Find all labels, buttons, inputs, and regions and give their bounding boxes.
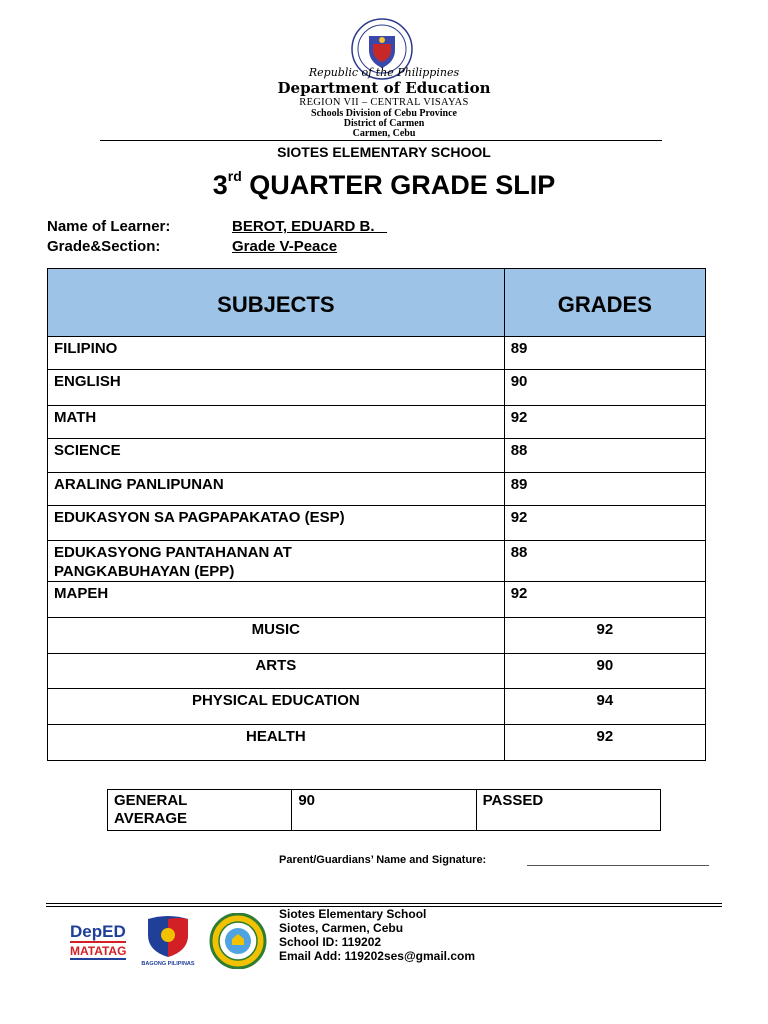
bagong-pilipinas-logo-icon — [138, 911, 198, 967]
table-row — [48, 439, 706, 473]
subject-cell: SCIENCE — [48, 439, 505, 473]
school-seal-icon — [208, 913, 268, 969]
remarks-value: PASSED — [476, 790, 660, 831]
table-row — [48, 473, 706, 506]
grade-cell: 88 — [504, 439, 705, 473]
school-name: SIOTES ELEMENTARY SCHOOL — [277, 144, 491, 160]
district-text: District of Carmen — [343, 118, 425, 129]
region-text: REGION VII – CENTRAL VISAYAS — [299, 97, 469, 108]
deped-matatag-logo-icon — [68, 913, 128, 965]
header-divider — [100, 140, 662, 141]
grades-table — [47, 268, 706, 761]
page-title — [0, 170, 768, 201]
grade-cell: 94 — [504, 689, 705, 725]
subjects-header: SUBJECTS — [48, 269, 505, 337]
grade-cell: 92 — [504, 582, 705, 618]
signature-label: Parent/Guardians’ Name and Signature: — [279, 854, 487, 866]
table-header-row — [48, 269, 706, 337]
table-row — [48, 689, 706, 725]
title-text: QUARTER GRADE SLIP — [241, 170, 556, 200]
subject-cell: ARALING PANLIPUNAN — [48, 473, 505, 506]
grade-cell: 92 — [504, 506, 705, 541]
table-row — [108, 790, 661, 831]
matatag-logo-text: MATATAG — [70, 944, 127, 958]
footer-divider — [46, 903, 722, 904]
title-number: 3 — [212, 170, 228, 200]
republic-text: Republic of the Philippines — [308, 66, 460, 79]
bagong-pilipinas-text: BAGONG PILIPINAS — [141, 961, 195, 967]
table-row — [48, 506, 706, 541]
footer-school-name: Siotes Elementary School — [279, 907, 427, 921]
subject-cell: FILIPINO — [48, 337, 505, 370]
table-row — [48, 337, 706, 370]
subject-cell: EDUKASYONG PANTAHANAN AT PANGKABUHAYAN (EPP) — [48, 541, 505, 582]
learner-name-label: Name of Learner: — [47, 218, 171, 235]
signature-line — [527, 865, 709, 866]
footer-email: Email Add: 119202ses@gmail.com — [279, 949, 476, 963]
grade-cell: 89 — [504, 337, 705, 370]
general-average-value: 90 — [292, 790, 476, 831]
grade-cell: 92 — [504, 406, 705, 439]
grade-cell: 89 — [504, 473, 705, 506]
division-text: Schools Division of Cebu Province — [311, 108, 457, 119]
grade-cell: 90 — [504, 370, 705, 406]
table-row — [48, 618, 706, 654]
table-row — [48, 370, 706, 406]
table-row — [48, 725, 706, 761]
subject-cell: ENGLISH — [48, 370, 505, 406]
mapeh-component-cell: MUSIC — [48, 618, 505, 654]
general-average-label: GENERAL AVERAGE — [108, 790, 292, 831]
table-row — [48, 582, 706, 618]
footer-school-id: School ID: 119202 — [279, 935, 382, 949]
table-row — [48, 541, 706, 582]
grade-cell: 92 — [504, 618, 705, 654]
grade-section-value: Grade V-Peace — [232, 238, 338, 255]
town-text: Carmen, Cebu — [352, 128, 416, 139]
grades-header: GRADES — [504, 269, 705, 337]
grade-cell: 88 — [504, 541, 705, 582]
grade-section-label: Grade&Section: — [47, 238, 161, 255]
deped-logo-text: DepED — [70, 922, 126, 941]
department-text: Department of Education — [277, 79, 491, 97]
footer-address: Siotes, Carmen, Cebu — [279, 921, 404, 935]
table-row — [48, 406, 706, 439]
subject-cell: EDUKASYON SA PAGPAPAKATAO (ESP) — [48, 506, 505, 541]
grade-cell: 92 — [504, 725, 705, 761]
mapeh-component-cell: PHYSICAL EDUCATION — [48, 689, 505, 725]
grade-cell: 90 — [504, 654, 705, 689]
general-average-table — [107, 789, 661, 831]
subject-cell: MAPEH — [48, 582, 505, 618]
mapeh-component-cell: HEALTH — [48, 725, 505, 761]
learner-name-value: BEROT, EDUARD B. — [232, 218, 388, 235]
mapeh-component-cell: ARTS — [48, 654, 505, 689]
subject-cell: MATH — [48, 406, 505, 439]
table-row — [48, 654, 706, 689]
title-ordinal-suffix: rd — [227, 168, 242, 184]
